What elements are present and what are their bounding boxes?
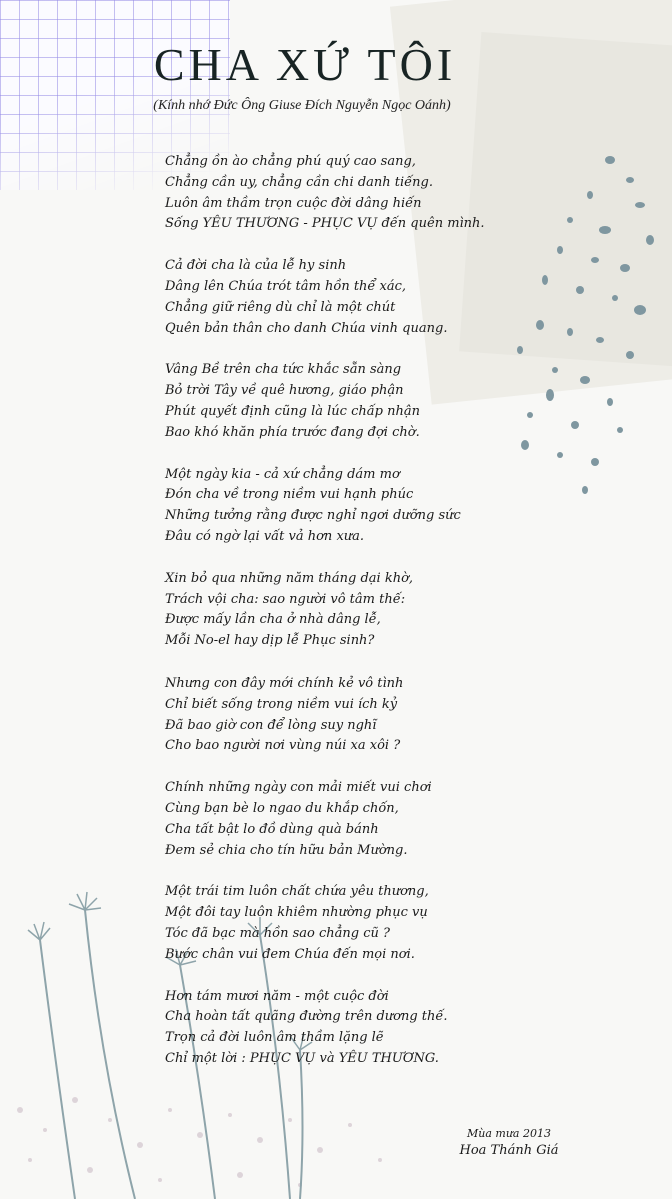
poem-line: Cả đời cha là của lễ hy sinh: [165, 258, 347, 274]
poem-line: Một đôi tay luôn khiêm nhường phục vụ: [165, 905, 428, 921]
poem-line: Sống YÊU THƯƠNG - PHỤC VỤ đến quên mình.: [165, 216, 485, 232]
stanza-2: [165, 256, 585, 339]
poem-line: Mỗi No-el hay dịp lễ Phục sinh?: [165, 633, 375, 649]
poem-line: Trách vội cha: sao người vô tâm thế:: [165, 591, 406, 607]
poem-line: Chẳng ồn ào chẳng phú quý cao sang,: [165, 154, 416, 169]
poem-line: Dâng lên Chúa trót tâm hồn thể xác,: [165, 278, 407, 294]
poem-line: Được mấy lần cha ở nhà dâng lễ,: [165, 612, 381, 628]
poem-line: Chỉ biết sống trong niềm vui ích kỷ: [165, 696, 398, 712]
poem-dedication: (Kính nhớ Đức Ông Giuse Đích Nguyễn Ngọc Oánh): [153, 98, 451, 113]
poem-line: Bước chân vui đem Chúa đến mọi nơi.: [165, 946, 415, 962]
poem-line: Trọn cả đời luôn âm thầm lặng lẽ: [165, 1030, 384, 1046]
poem-line: Xin bỏ qua những năm tháng dại khờ,: [165, 570, 414, 586]
poem-line: Một ngày kia - cả xứ chẳng dám mơ: [165, 466, 400, 482]
poem-line: Đem sẻ chia cho tín hữu bản Mường.: [165, 842, 408, 858]
stanza-8: [165, 882, 585, 965]
poem-line: Tóc đã bạc mà hồn sao chẳng cũ ?: [165, 925, 390, 941]
poem-line: Những tưởng rằng được nghỉ ngơi dưỡng sức: [165, 508, 461, 524]
poem-line: Nhưng con đây mới chính kẻ vô tình: [165, 675, 404, 691]
stanza-9: [165, 987, 585, 1070]
poem-line: Vâng Bề trên cha tức khắc sẵn sàng: [165, 362, 402, 378]
poem-line: Bỏ trời Tây về quê hương, giáo phận: [165, 383, 404, 399]
stanza-5: [165, 569, 585, 652]
poem-line: Quên bản thân cho danh Chúa vinh quang.: [165, 320, 448, 336]
poem-line: Một trái tim luôn chất chứa yêu thương,: [165, 884, 429, 900]
poem-line: Chỉ một lời : PHỤC VỤ và YÊU THƯƠNG.: [165, 1050, 439, 1066]
poem-line: Cùng bạn bè lo ngao du khắp chốn,: [165, 800, 399, 816]
poem-line: Cho bao người nơi vùng núi xa xôi ?: [165, 738, 401, 754]
poem-line: Chẳng cần uy, chẳng cần chi danh tiếng.: [165, 174, 433, 190]
stanza-1: [165, 152, 585, 235]
poem-line: Hơn tám mươi năm - một cuộc đời: [165, 988, 389, 1004]
poem-line: Chính những ngày con mải miết vui chơi: [165, 780, 432, 796]
poem-line: Đón cha về trong niềm vui hạnh phúc: [165, 487, 414, 503]
poem-line: Cha tất bật lo đồ dùng quà bánh: [165, 821, 379, 837]
poem-line: Phút quyết định cũng là lúc chấp nhận: [165, 403, 421, 419]
poem-line: Luôn âm thầm trọn cuộc đời dâng hiến: [165, 195, 422, 211]
stanza-7: [165, 778, 585, 861]
poem-line: Cha hoàn tất quãng đường trên dương thế.: [165, 1009, 448, 1025]
poem-title: CHA XỨ TÔI: [153, 39, 457, 90]
stanza-3: [165, 360, 585, 443]
poem-line: Bao khó khăn phía trước đang đợi chờ.: [165, 424, 420, 440]
poem-line: Chẳng giữ riêng dù chỉ là một chút: [165, 299, 396, 315]
signature-date: Mùa mưa 2013: [467, 1127, 551, 1140]
stanza-4: [165, 465, 585, 548]
poem-body: [165, 152, 585, 1091]
signature-author: Hoa Thánh Giá: [459, 1143, 559, 1158]
poem-line: Đã bao giờ con để lòng suy nghĩ: [165, 717, 377, 733]
poem-line: Đâu có ngờ lại vất vả hơn xưa.: [165, 528, 365, 544]
stanza-6: [165, 674, 585, 757]
signature-block: [446, 1126, 572, 1160]
